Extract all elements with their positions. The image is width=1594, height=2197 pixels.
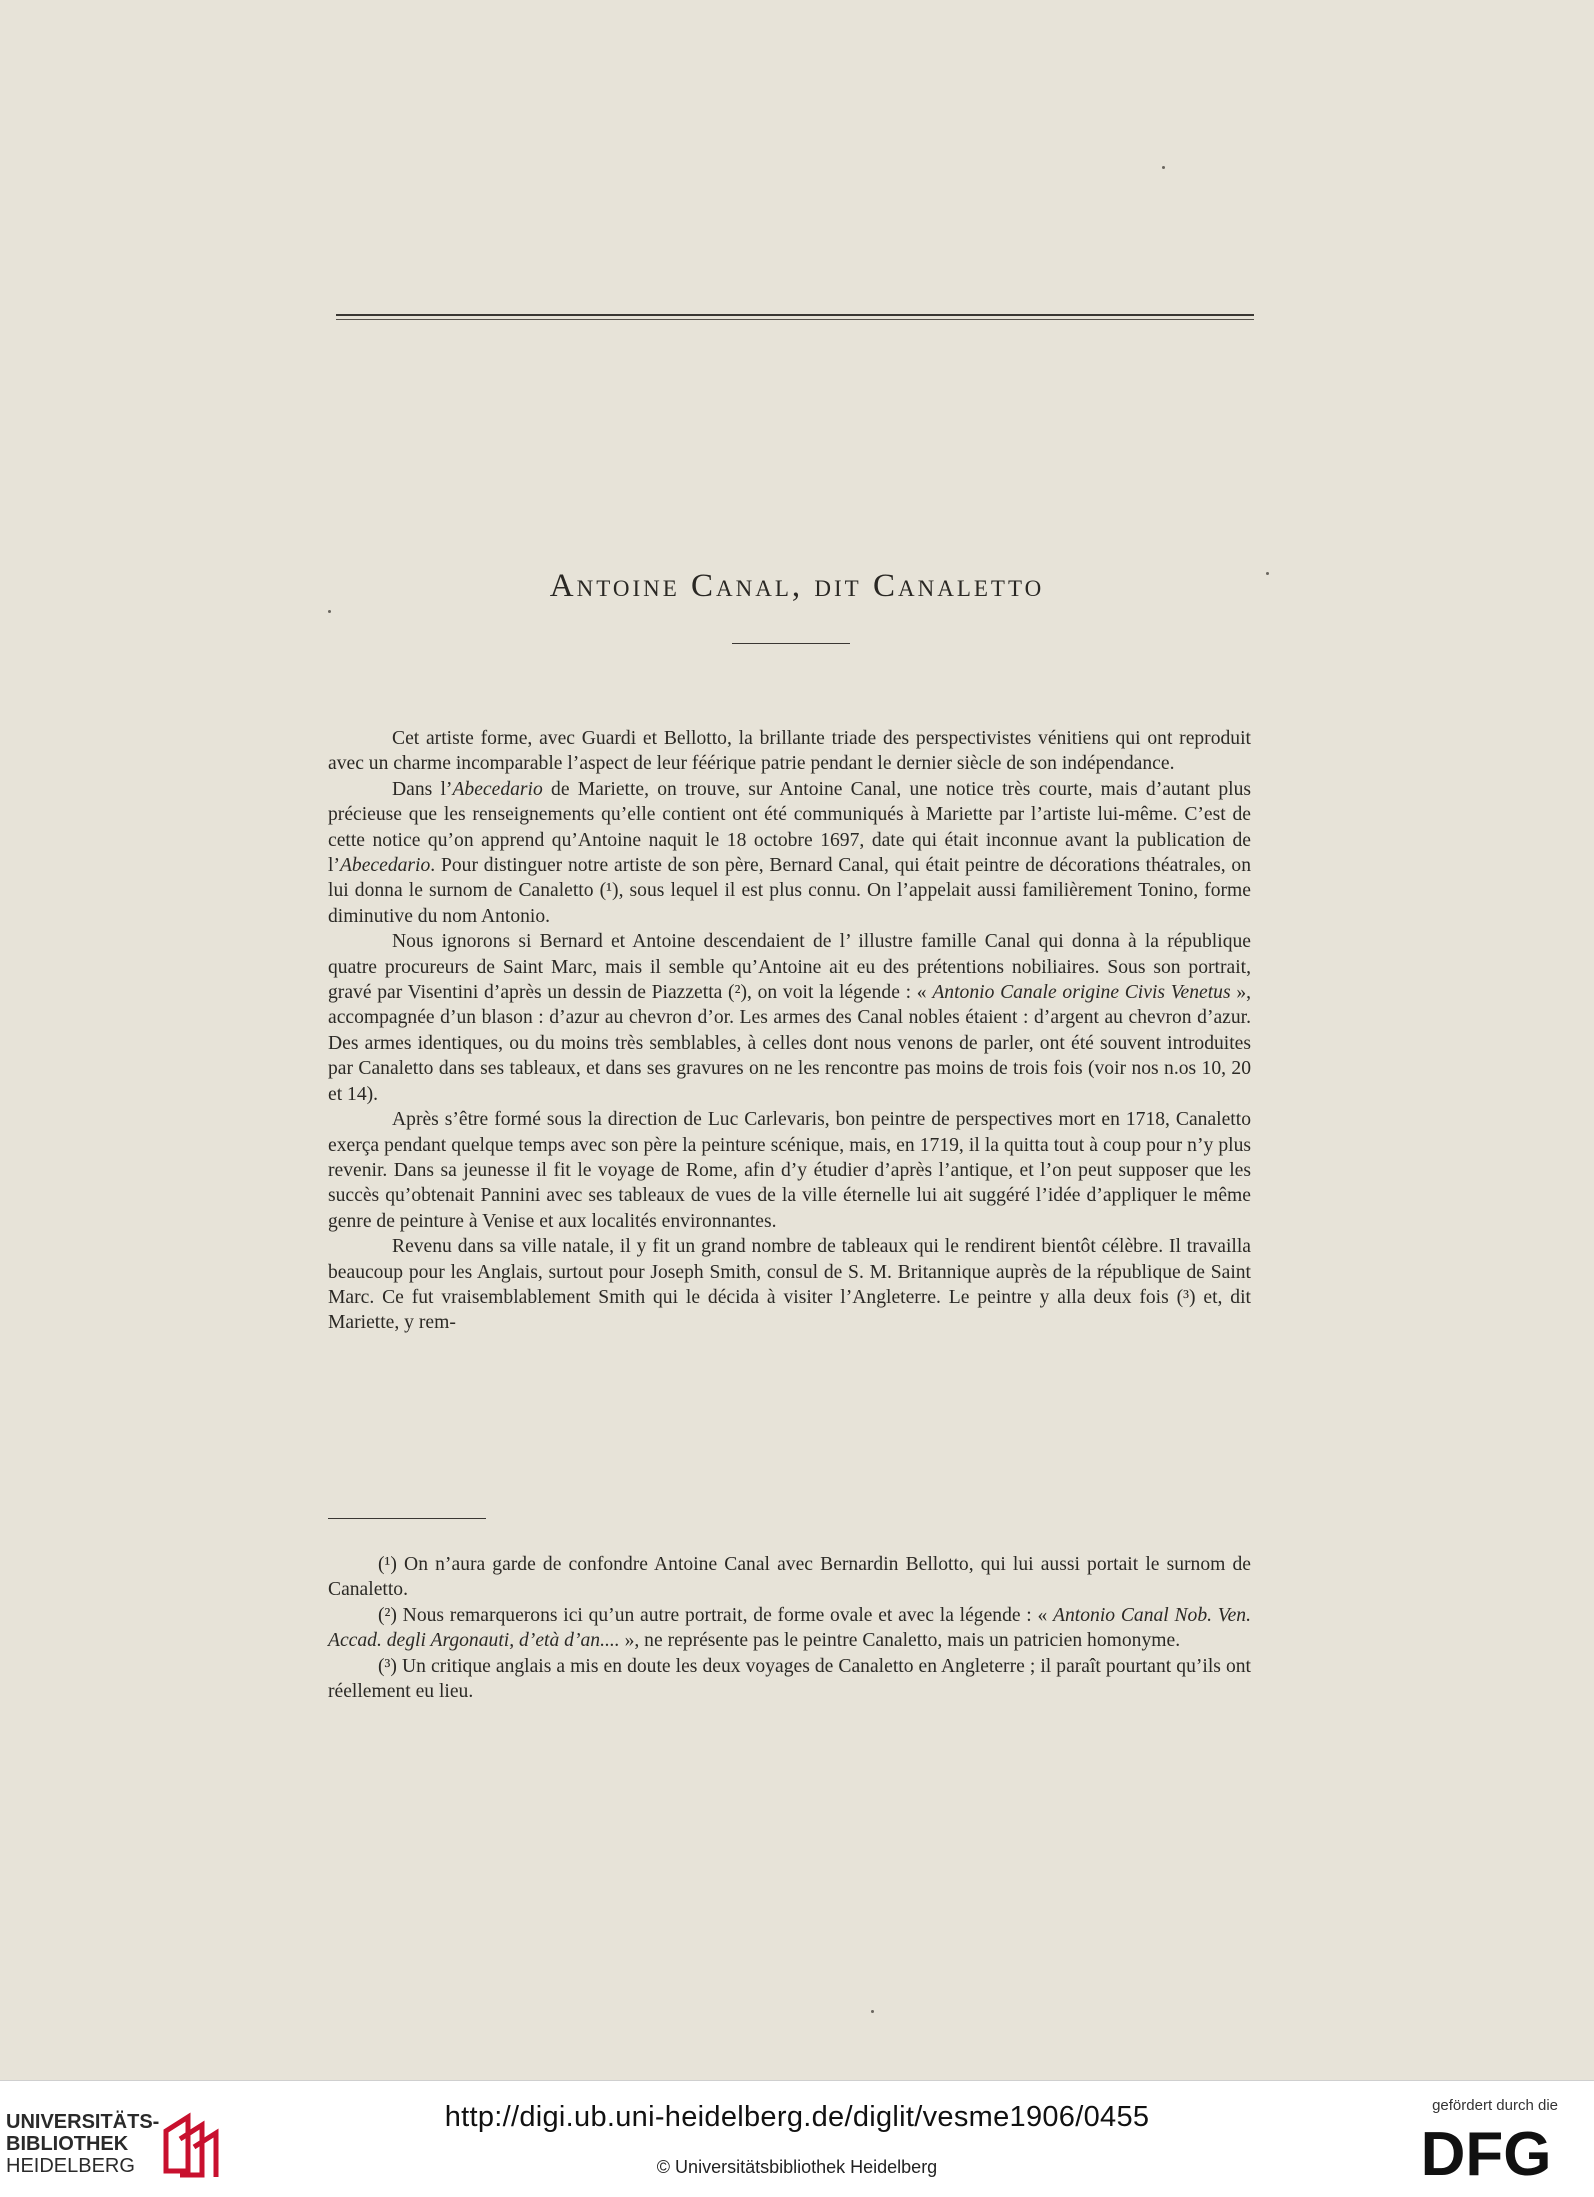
main-text	[328, 726, 1251, 1336]
paper-speck	[1162, 166, 1165, 169]
permalink-url[interactable]: http://digi.ub.uni-heidelberg.de/diglit/vesme1906/0455	[444, 2101, 1150, 2133]
copyright-notice: © Universitätsbibliothek Heidelberg	[656, 2157, 938, 2177]
dfg-logo	[1412, 2119, 1560, 2181]
page-title: Antoine Canal, dit Canaletto	[549, 568, 1045, 604]
footnote-2: (²) Nous remarquerons ici qu’un autre portrait, de forme ovale et avec la légende : « Antonio Canal Nob. Ven. Accad. degli Argonauti, d’età d’an.... », ne représente pas le peintre Canaletto, mais un patricien homonyme.	[328, 1604, 1251, 1652]
viewer-footer	[0, 2080, 1594, 2197]
footnote-1: (¹) On n’aura garde de confondre Antoine Canal avec Bernardin Bellotto, qui lui aussi portait le surnom de Canaletto.	[328, 1554, 1251, 1601]
footnote-3: (³) Un critique anglais a mis en doute les deux voyages de Canaletto en Angleterre ; il paraît pourtant qu’ils ont réellement eu lieu.	[328, 1655, 1251, 1703]
paper-speck	[1266, 572, 1269, 575]
footnote-separator	[328, 1518, 486, 1519]
paragraph-1: Cet artiste forme, avec Guardi et Bellotto, la brillante triade des perspectivistes vénitiens qui ont reproduit avec un charme incomparable l’aspect de leur féérique patrie pendant le dernier siècle de son indépendance.	[328, 728, 1251, 775]
footnotes	[328, 1552, 1251, 1704]
title-underline	[732, 643, 850, 644]
paragraph-3: Nous ignorons si Bernard et Antoine descendaient de l’ illustre famille Canal qui donna à la république quatre procureurs de Saint Marc, mais il semble qu’Antoine ait eu des prétentions nobiliaires. Sous son portrait, gravé par Visentini d’après un dessin de Piazzetta (²), on voit la légende : « Antonio Canale origine Civis Venetus », accompagnée d’un blason : d’azur au chevron d’or. Les armes des Canal nobles étaient : d’argent au chevron d’azur. Des armes identiques, ou du moins très semblables, à celles dont nous venons de parler, ont été souvent introduites par Canaletto dans ses tableaux, et dans ses gravures on ne les rencontre pas moins de trois fois (voir nos n.os 10, 20 et 14).	[328, 931, 1252, 1105]
dfg-logo-text: DFG	[1420, 2120, 1552, 2181]
paragraph-2: Dans l’Abecedario de Mariette, on trouve, sur Antoine Canal, une notice très courte, mais d’autant plus précieuse que les renseignements qu’elle contient ont été communiqués à Mariette par l’artiste lui-même. C’est de cette notice qu’on apprend qu’Antoine naquit le 18 octobre 1697, date qui était inconnue avant la publication de l’Abecedario. Pour distinguer notre artiste de son père, Bernard Canal, qui était peintre de décorations théatrales, on lui donna le surnom de Canaletto (¹), sous lequel il est plus connu. On l’appelait aussi familièrement Tonino, forme diminutive du nom Antonio.	[328, 778, 1251, 927]
top-double-rule	[336, 314, 1254, 320]
paper-speck	[871, 2010, 874, 2013]
paragraph-5: Revenu dans sa ville natale, il y fit un grand nombre de tableaux qui le rendirent bientôt célèbre. Il travailla beaucoup pour les Anglais, surtout pour Joseph Smith, consul de S. M. Britannique auprès de la république de Saint Marc. Ce fut vraisemblablement Smith qui le décida à visiter l’Angleterre. Le peintre y alla deux fois (³) et, dit Mariette, y rem-	[328, 1236, 1251, 1334]
paper-speck	[328, 610, 331, 613]
sponsor-note: gefördert durch die	[1432, 2097, 1558, 2114]
paragraph-4: Après s’être formé sous la direction de Luc Carlevaris, bon peintre de perspectives mort en 1718, Canaletto exerça pendant quelque temps avec son père la peinture scénique, mais, en 1719, il la quitta tout à coup pour n’y plus revenir. Dans sa jeunesse il fit le voyage de Rome, afin d’y étudier d’après l’antique, et l’on peut supposer que les succès qu’obtenait Pannini avec ses tableaux de vues de la ville éternelle lui ait suggéré l’idée d’appliquer le même genre de peinture à Venise et aux localités environnantes.	[328, 1109, 1251, 1232]
library-name: UNIVERSITÄTS- BIBLIOTHEK HEIDELBERG	[6, 2111, 160, 2177]
